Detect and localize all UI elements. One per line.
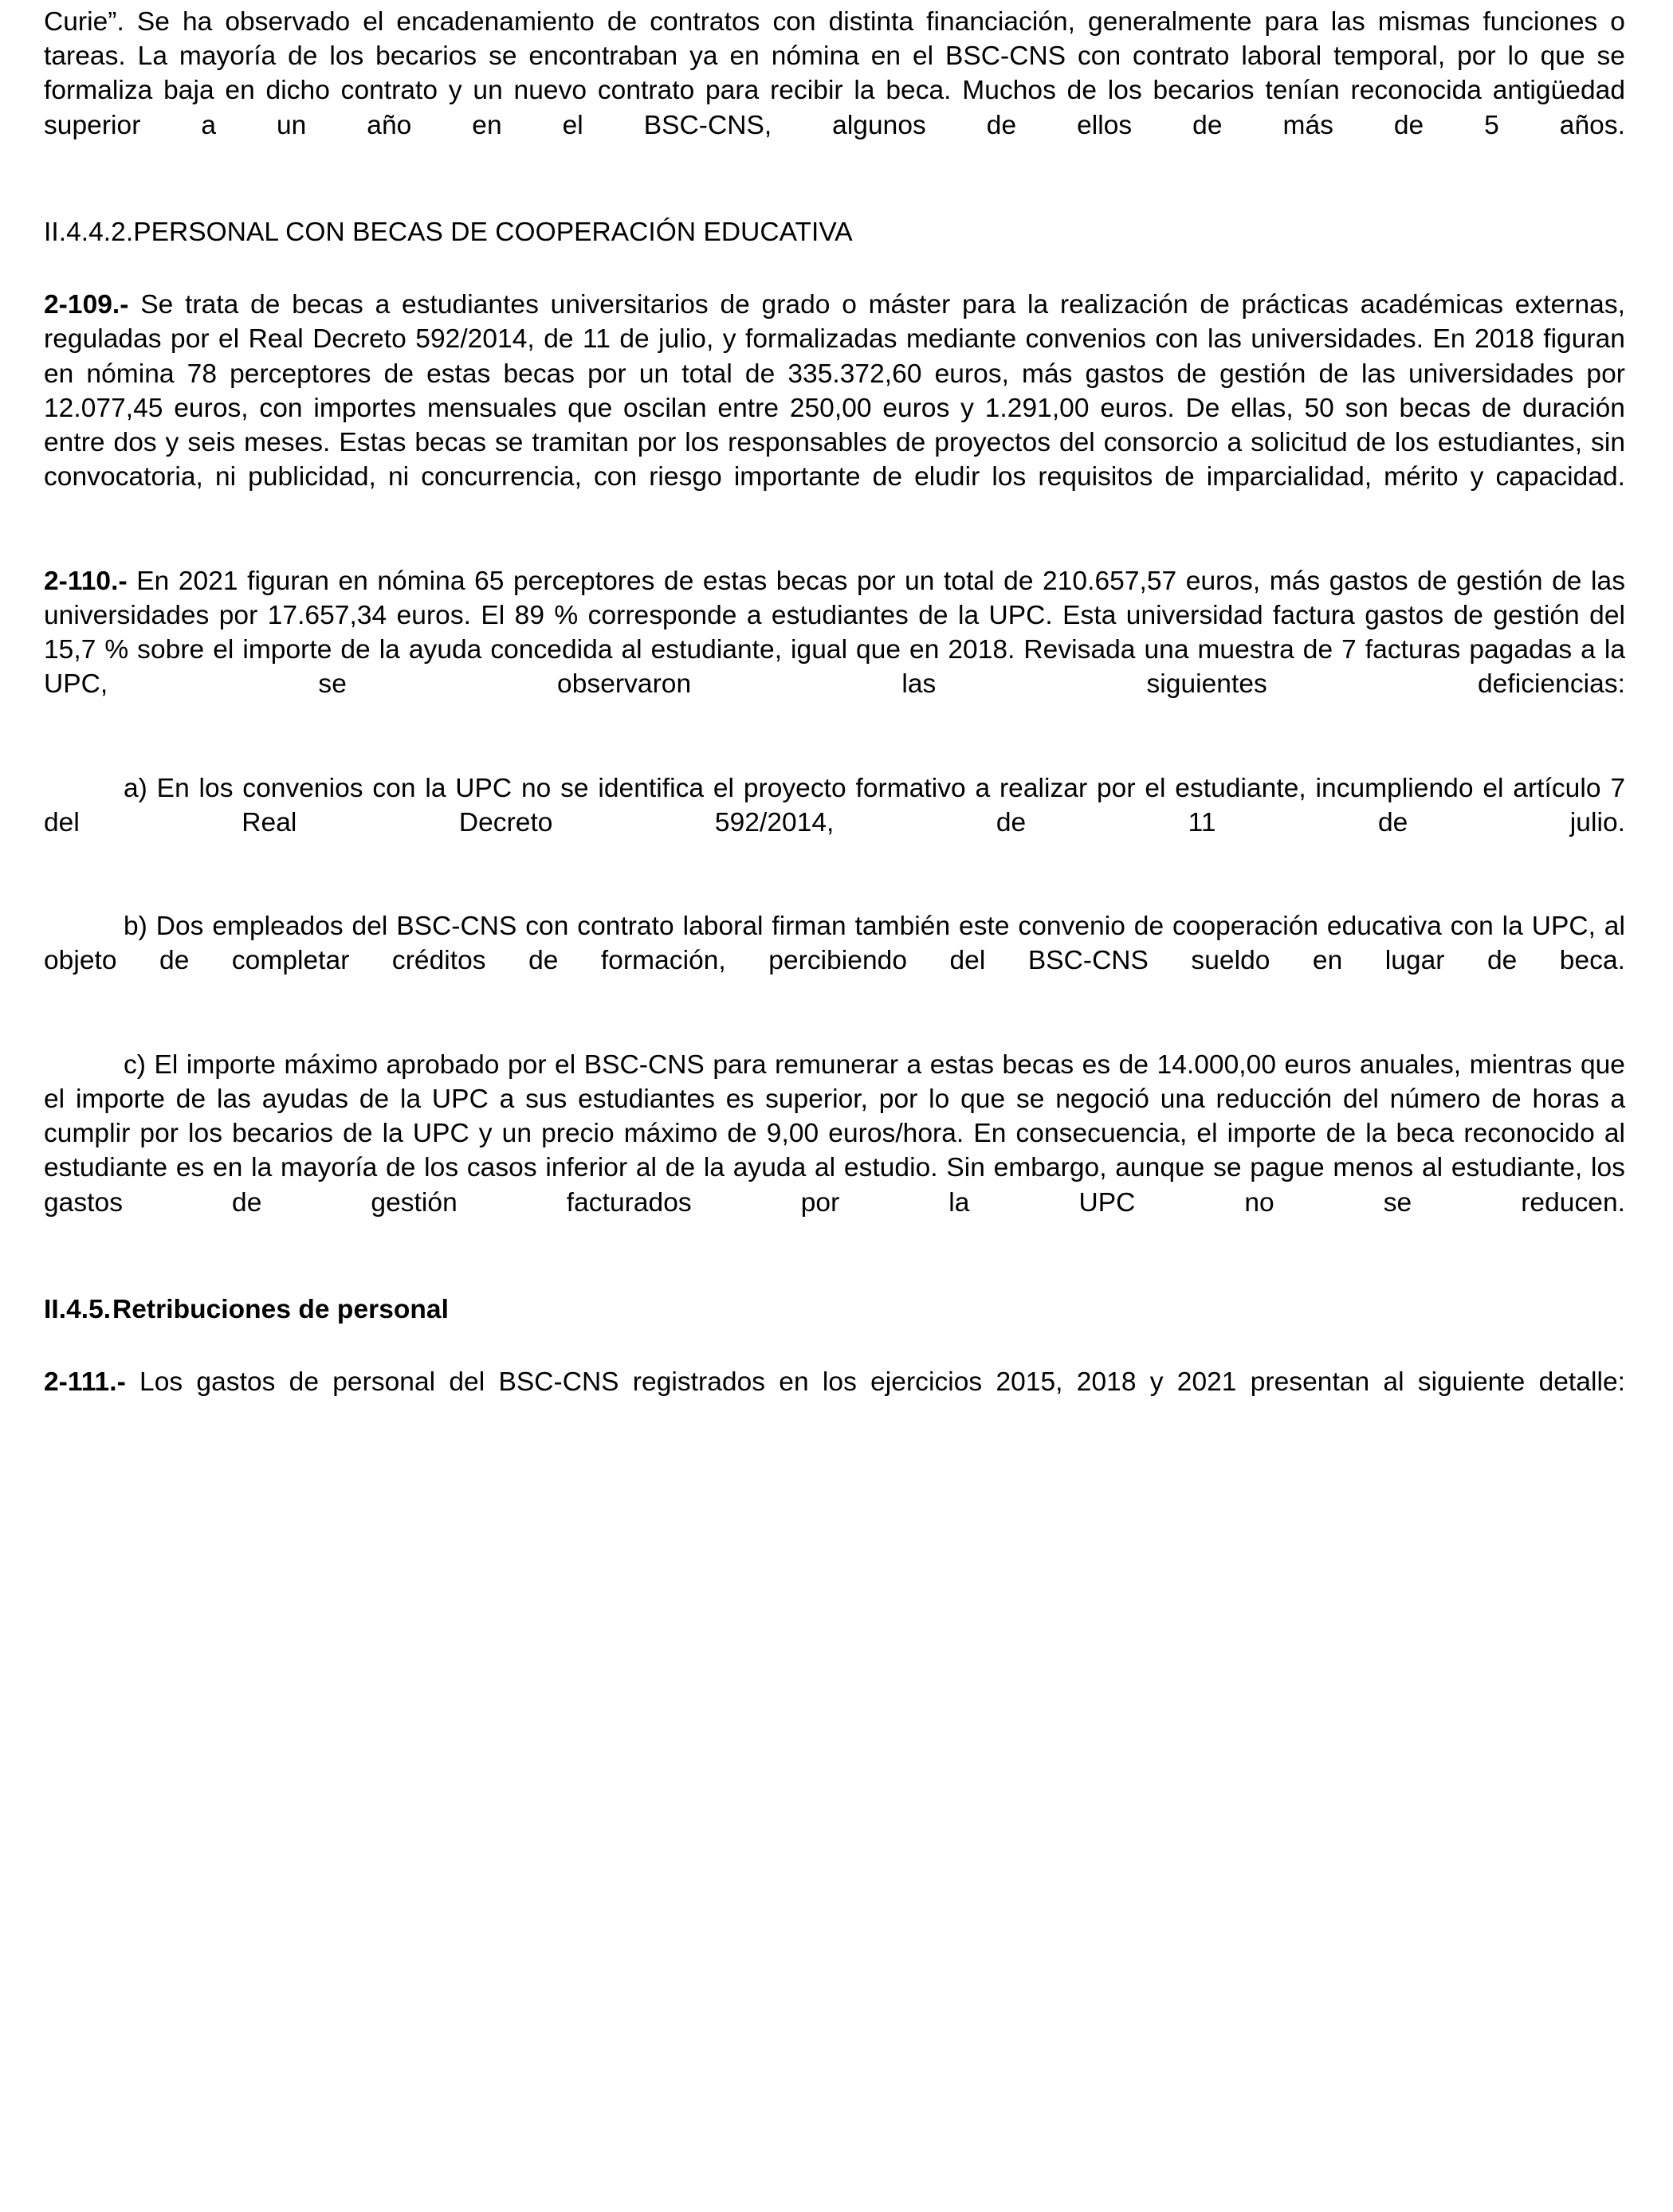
paragraph-2-111 <box>44 1365 1625 1433</box>
section-heading <box>44 215 1625 249</box>
paragraph-2-109 <box>44 288 1625 528</box>
intro-paragraph <box>44 5 1625 177</box>
item-b-text: b) Dos empleados del BSC-CNS con contrato laboral firman también este convenio de cooperación educativa con la UPC, al objeto de completar créditos de formación, percibiendo del BSC-CNS sueldo en lugar de beca. <box>44 912 1625 976</box>
page-content <box>44 5 1625 1434</box>
item-b <box>44 909 1625 1013</box>
paragraph-2-110 <box>44 564 1625 736</box>
spacer <box>44 529 1625 564</box>
spacer <box>44 874 1625 909</box>
item-a-text: a) En los convenios con la UPC no se identifica el proyecto formativo a realizar por el estudiante, incumpliendo el artículo 7 del Real Decreto 592/2014, de 11 de julio. <box>44 773 1625 837</box>
paragraph-2-109-number: 2-109.- <box>44 290 129 320</box>
paragraph-2-111-number: 2-111.- <box>44 1367 126 1398</box>
item-c <box>44 1048 1625 1254</box>
spacer <box>44 249 1625 288</box>
sub-heading-number: II.4.5. <box>44 1295 112 1325</box>
sub-heading-title: Retribuciones de personal <box>112 1295 449 1325</box>
spacer <box>44 1013 1625 1048</box>
section-heading-number: II.4.4.2. <box>44 218 134 248</box>
section-heading-title: PERSONAL CON BECAS DE COOPERACIÓN EDUCATIVA <box>133 218 853 248</box>
paragraph-2-111-text: Los gastos de personal del BSC-CNS registrados en los ejercicios 2015, 2018 y 2021 presentan al siguiente detalle: <box>139 1367 1625 1398</box>
paragraph-2-109-text: Se trata de becas a estudiantes universitarios de grado o máster para la realización de prácticas académicas externas, reguladas por el Real Decreto 592/2014, de 11 de julio, y formalizadas mediante convenios con las universidades. En 2018 figuran en nómina 78 perceptores de estas becas por un total de 335.372,60 euros, más gastos de gestión de las universidades por 12.077,45 euros, con importes mensuales que oscilan entre 250,00 euros y 1.291,00 euros. De ellas, 50 son becas de duración entre dos y seis meses. Estas becas se tramitan por los responsables de proyectos del consorcio a solicitud de los estudiantes, sin convocatoria, ni publicidad, ni concurrencia, con riesgo importante de eludir los requisitos de imparcialidad, mérito y capacidad. <box>44 290 1625 492</box>
spacer <box>44 1254 1625 1292</box>
item-c-text: c) El importe máximo aprobado por el BSC-CNS para remunerar a estas becas es de 14.000,00 euros anuales, mientras que el importe de las ayudas de la UPC a sus estudiantes es superior, por lo que se negoció una reducción del número de horas a cumplir por los becarios de la UPC y un precio máximo de 9,00 euros/hora. En consecuencia, el importe de la beca reconocido al estudiante es en la mayoría de los casos inferior al de la ayuda al estudio. Sin embargo, aunque se pague menos al estudiante, los gastos de gestión facturados por la UPC no se reducen. <box>44 1049 1625 1218</box>
spacer <box>44 177 1625 215</box>
spacer <box>44 1327 1625 1365</box>
paragraph-2-110-number: 2-110.- <box>44 566 128 596</box>
intro-paragraph-text: Curie”. Se ha observado el encadenamiento de contratos con distinta financiación, generalmente para las mismas funciones o tareas. La mayoría de los becarios se encontraban ya en nómina en el BSC-CNS con contrato laboral temporal, por lo que se formaliza baja en dicho contrato y un nuevo contrato para recibir la beca. Muchos de los becarios tenían reconocida antigüedad superior a un año en el BSC-CNS, algunos de ellos de más de 5 años. <box>44 7 1625 140</box>
paragraph-2-110-text: En 2021 figuran en nómina 65 perceptores de estas becas por un total de 210.657,57 euros, más gastos de gestión de las universidades por 17.657,34 euros. El 89 % corresponde a estudiantes de la UPC. Esta universidad factura gastos de gestión del 15,7 % sobre el importe de la ayuda concedida al estudiante, igual que en 2018. Revisada una muestra de 7 facturas pagadas a la UPC, se observaron las siguientes deficiencias: <box>44 566 1626 700</box>
item-a <box>44 771 1625 875</box>
spacer <box>44 736 1625 771</box>
sub-heading <box>44 1292 1625 1327</box>
